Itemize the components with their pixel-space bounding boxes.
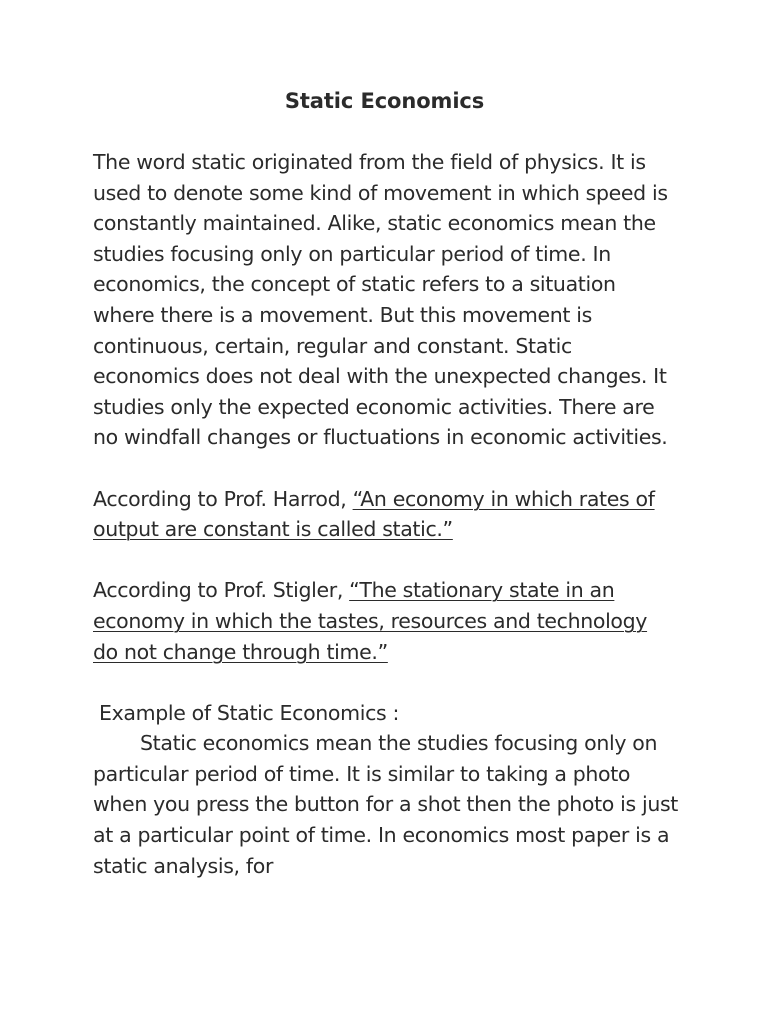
paragraph-definition: The word static originated from the field of physics. It is used to denote some kind of movement in which speed is constantly maintained. Alike, static economics mean the studies focusing only on particular period of time. In economics, the concept of static refers to a situation where there is a movement. But this movement is continuous, certain, regular and constant. Static economics does not deal with the unexpected changes. It studies only the expected economic activities. There are no windfall changes or fluctuations in economic activities.: [93, 150, 668, 450]
harrod-intro: According to Prof. Harrod,: [93, 486, 353, 511]
stigler-quote: “The stationary state in an economy in which the tastes, resources and technology do not change through time.”: [93, 578, 648, 664]
example-text: Static economics mean the studies focusing only on particular period of time. It is similar to taking a photo when you press the button for a shot then the photo is just at a particular point of time. In economics most paper is a static analysis, for: [93, 731, 678, 878]
paragraph-stigler: [93, 575, 678, 667]
example-section: [93, 698, 678, 882]
stigler-intro: According to Prof. Stigler,: [93, 578, 350, 603]
document-title: Static Economics: [284, 89, 485, 113]
document-page: [93, 86, 678, 881]
example-paragraph: [93, 728, 678, 881]
harrod-quote: “An economy in which rates of output are constant is called static.”: [93, 486, 655, 542]
paragraph-harrod: [93, 484, 678, 545]
example-heading: Example of Static Economics :: [99, 700, 400, 725]
